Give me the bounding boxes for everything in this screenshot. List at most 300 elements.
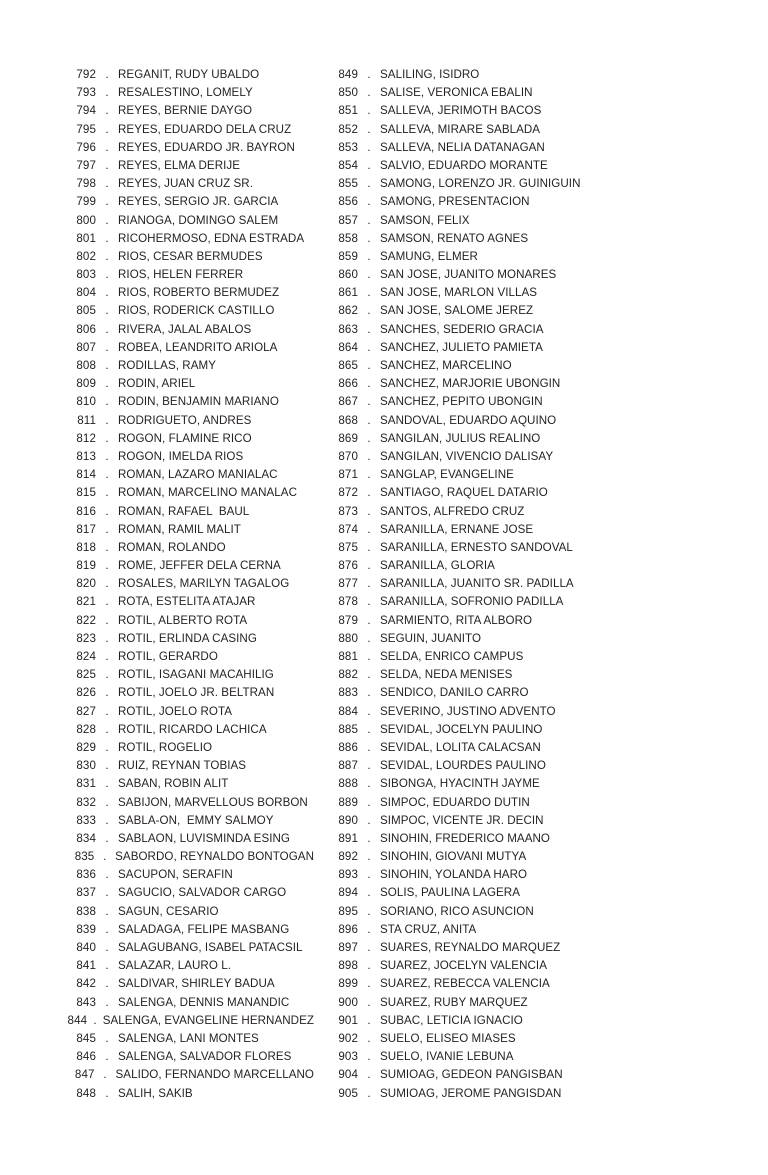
entry-number: 840 bbox=[76, 941, 96, 954]
entry-name: SALADAGA, FELIPE MASBANG bbox=[118, 922, 290, 936]
entry-name: SALLEVA, MIRARE SABLADA bbox=[380, 122, 541, 136]
entry-name: ROTIL, RICARDO LACHICA bbox=[118, 722, 267, 736]
entry-separator: . bbox=[105, 759, 109, 773]
roster-entry-row bbox=[66, 102, 314, 120]
entry-number: 893 bbox=[338, 868, 358, 882]
entry-name: SARANILLA, JUANITO SR. PADILLA bbox=[380, 577, 574, 591]
entry-separator: . bbox=[103, 1068, 107, 1082]
entry-name: SEVIDAL, LOLITA CALACSAN bbox=[380, 740, 541, 754]
roster-entry-row bbox=[66, 939, 314, 957]
entry-name: RIOS, HELEN FERRER bbox=[118, 268, 244, 282]
roster-entry-row bbox=[328, 503, 768, 521]
entry-name: SANTOS, ALFREDO CRUZ bbox=[380, 504, 525, 518]
entry-name: SANGILAN, JULIUS REALINO bbox=[380, 431, 541, 445]
entry-number: 837 bbox=[76, 886, 96, 900]
entry-name: SEVIDAL, JOCELYN PAULINO bbox=[380, 722, 543, 736]
entry-name: SARANILLA, SOFRONIO PADILLA bbox=[380, 595, 564, 609]
entry-name: RIANOGA, DOMINGO SALEM bbox=[118, 213, 279, 227]
entry-separator: . bbox=[105, 195, 109, 209]
roster-entry-row bbox=[328, 521, 768, 539]
entry-number: 824 bbox=[76, 650, 96, 663]
entry-number: 814 bbox=[76, 468, 96, 482]
entry-separator: . bbox=[105, 322, 109, 336]
entry-name: ROMAN, MARCELINO MANALAC bbox=[118, 486, 297, 500]
roster-entry-row bbox=[328, 957, 768, 975]
entry-name: SENDICO, DANILO CARRO bbox=[380, 686, 529, 700]
entry-number: 812 bbox=[76, 431, 96, 445]
roster-entry-row bbox=[66, 248, 314, 266]
entry-separator: . bbox=[105, 449, 109, 463]
roster-entry-row bbox=[66, 193, 314, 211]
entry-name: SOLIS, PAULINA LAGERA bbox=[380, 886, 521, 900]
roster-entry-row bbox=[328, 757, 768, 775]
entry-number: 811 bbox=[77, 413, 96, 427]
roster-entry-row bbox=[328, 1030, 768, 1048]
entry-number: 804 bbox=[76, 286, 96, 300]
entry-name: SANCHEZ, PEPITO UBONGIN bbox=[380, 395, 543, 409]
entry-name: ROTA, ESTELITA ATAJAR bbox=[118, 595, 256, 609]
entry-separator: . bbox=[105, 559, 109, 573]
entry-separator: . bbox=[367, 740, 371, 754]
entry-name: RICOHERMOSO, EDNA ESTRADA bbox=[118, 231, 305, 245]
entry-separator: . bbox=[105, 213, 109, 227]
roster-entry-row bbox=[66, 648, 314, 666]
entry-number: 881 bbox=[338, 650, 358, 663]
entry-separator: . bbox=[105, 249, 109, 263]
entry-name: SABLAON, LUVISMINDA ESING bbox=[118, 831, 290, 845]
entry-name: SUBAC, LETICIA IGNACIO bbox=[380, 1013, 523, 1027]
roster-entry-row bbox=[66, 466, 314, 484]
roster-entry-row bbox=[66, 321, 314, 339]
entry-separator: . bbox=[105, 1050, 109, 1064]
entry-name: SALIH, SAKIB bbox=[118, 1086, 193, 1100]
entry-separator: . bbox=[367, 613, 371, 627]
roster-entry-row bbox=[66, 975, 314, 993]
roster-entry-row bbox=[328, 884, 768, 902]
entry-separator: . bbox=[105, 1031, 109, 1045]
entry-name: ROME, JEFFER DELA CERNA bbox=[118, 559, 281, 573]
roster-entry-row bbox=[328, 648, 768, 666]
entry-number: 826 bbox=[76, 686, 96, 700]
entry-separator: . bbox=[367, 1086, 371, 1100]
entry-number: 901 bbox=[338, 1013, 358, 1027]
roster-entry-row bbox=[328, 66, 768, 84]
roster-entry-row bbox=[66, 1048, 314, 1066]
roster-entry-row bbox=[328, 339, 768, 357]
entry-name: SINOHIN, GIOVANI MUTYA bbox=[380, 850, 527, 864]
entry-name: SALVIO, EDUARDO MORANTE bbox=[380, 158, 548, 172]
entry-number: 842 bbox=[76, 977, 96, 991]
entry-name: ROTIL, ERLINDA CASING bbox=[118, 631, 257, 645]
entry-number: 833 bbox=[76, 813, 96, 827]
roster-entry-row bbox=[66, 921, 314, 939]
roster-entry-row bbox=[66, 1030, 314, 1048]
entry-separator: . bbox=[367, 340, 371, 354]
roster-entry-row bbox=[66, 84, 314, 102]
entry-separator: . bbox=[105, 904, 109, 918]
entry-name: ROTIL, JOELO JR. BELTRAN bbox=[118, 686, 275, 700]
entry-name: SALLEVA, NELIA DATANAGAN bbox=[380, 140, 545, 154]
entry-name: SAN JOSE, JUANITO MONARES bbox=[380, 268, 557, 282]
entry-name: REYES, JUAN CRUZ SR. bbox=[118, 177, 253, 191]
roster-entry-row bbox=[328, 284, 768, 302]
roster-entry-row bbox=[328, 539, 768, 557]
roster-entry-row bbox=[328, 121, 768, 139]
entry-separator: . bbox=[367, 722, 371, 736]
roster-entry-row bbox=[328, 994, 768, 1012]
entry-name: SACUPON, SERAFIN bbox=[118, 868, 233, 882]
entry-number: 904 bbox=[338, 1068, 358, 1082]
roster-entry-row bbox=[328, 102, 768, 120]
entry-separator: . bbox=[105, 740, 109, 754]
entry-separator: . bbox=[367, 359, 371, 372]
entry-separator: . bbox=[367, 231, 371, 245]
entry-number: 880 bbox=[338, 631, 358, 645]
roster-entry-row bbox=[328, 484, 768, 502]
entry-name: RIOS, CESAR BERMUDES bbox=[118, 249, 263, 263]
entry-number: 894 bbox=[338, 886, 358, 900]
entry-name: SABIJON, MARVELLOUS BORBON bbox=[118, 795, 308, 809]
entry-name: SEVERINO, JUSTINO ADVENTO bbox=[380, 704, 556, 718]
entry-name: RODIN, BENJAMIN MARIANO bbox=[118, 395, 279, 409]
entry-number: 868 bbox=[338, 413, 358, 427]
entry-separator: . bbox=[367, 559, 371, 573]
entry-separator: . bbox=[367, 813, 371, 827]
roster-entry-row bbox=[328, 921, 768, 939]
roster-entry-row bbox=[328, 393, 768, 411]
entry-name: SUELO, ELISEO MIASES bbox=[380, 1031, 516, 1045]
roster-entry-row bbox=[328, 721, 768, 739]
entry-separator: . bbox=[367, 850, 371, 864]
roster-entry-row bbox=[66, 1012, 314, 1030]
entry-separator: . bbox=[367, 431, 371, 445]
entry-number: 865 bbox=[338, 359, 358, 372]
roster-entry-row bbox=[328, 193, 768, 211]
roster-entry-row bbox=[66, 957, 314, 975]
entry-number: 859 bbox=[338, 249, 358, 263]
entry-number: 878 bbox=[338, 595, 358, 609]
entry-name: RUIZ, REYNAN TOBIAS bbox=[118, 759, 247, 773]
entry-separator: . bbox=[105, 922, 109, 936]
roster-entry-row bbox=[66, 903, 314, 921]
entry-separator: . bbox=[105, 504, 109, 518]
roster-entry-row bbox=[66, 1085, 314, 1103]
entry-number: 836 bbox=[76, 868, 96, 882]
entry-number: 819 bbox=[76, 559, 96, 573]
roster-entry-row bbox=[328, 630, 768, 648]
roster-entry-row bbox=[328, 666, 768, 684]
entry-separator: . bbox=[367, 577, 371, 591]
entry-name: SANGILAN, VIVENCIO DALISAY bbox=[380, 449, 554, 463]
entry-name: SINOHIN, FREDERICO MAANO bbox=[380, 831, 550, 845]
entry-separator: . bbox=[367, 177, 371, 191]
roster-entry-row bbox=[66, 212, 314, 230]
entry-separator: . bbox=[105, 631, 109, 645]
entry-separator: . bbox=[367, 831, 371, 845]
roster-entry-row bbox=[66, 703, 314, 721]
entry-number: 898 bbox=[338, 959, 358, 973]
roster-entry-row bbox=[66, 884, 314, 902]
entry-number: 818 bbox=[76, 540, 96, 554]
entry-separator: . bbox=[367, 595, 371, 609]
entry-name: SABAN, ROBIN ALIT bbox=[118, 777, 229, 791]
entry-name: SALENGA, EVANGELINE HERNANDEZ bbox=[102, 1013, 314, 1027]
entry-name: ROBEA, LEANDRITO ARIOLA bbox=[118, 340, 278, 354]
entry-separator: . bbox=[367, 686, 371, 700]
entry-name: SAMONG, PRESENTACION bbox=[380, 195, 530, 209]
entry-name: SAN JOSE, SALOME JEREZ bbox=[380, 304, 534, 318]
entry-number: 835 bbox=[74, 850, 95, 864]
roster-entry-row bbox=[66, 739, 314, 757]
entry-number: 813 bbox=[76, 449, 96, 463]
entry-separator: . bbox=[105, 395, 109, 409]
entry-number: 828 bbox=[76, 722, 96, 736]
roster-entry-row bbox=[328, 794, 768, 812]
entry-name: SUAREZ, JOCELYN VALENCIA bbox=[380, 959, 547, 973]
entry-separator: . bbox=[105, 86, 109, 100]
entry-name: REYES, SERGIO JR. GARCIA bbox=[118, 195, 279, 209]
roster-entry-row bbox=[328, 466, 768, 484]
roster-entry-row bbox=[66, 612, 314, 630]
entry-separator: . bbox=[367, 140, 371, 154]
roster-entry-row bbox=[66, 593, 314, 611]
entry-separator: . bbox=[105, 595, 109, 609]
entry-name: SUMIOAG, GEDEON PANGISBAN bbox=[380, 1068, 563, 1082]
roster-entry-row bbox=[328, 903, 768, 921]
entry-separator: . bbox=[367, 540, 371, 554]
entry-name: REYES, EDUARDO DELA CRUZ bbox=[118, 122, 292, 136]
entry-number: 882 bbox=[338, 668, 358, 682]
roster-entry-row bbox=[66, 448, 314, 466]
entry-number: 857 bbox=[338, 213, 358, 227]
entry-separator: . bbox=[105, 231, 109, 245]
entry-number: 825 bbox=[76, 668, 96, 682]
entry-number: 903 bbox=[338, 1050, 358, 1064]
entry-name: RODRIGUETO, ANDRES bbox=[118, 413, 252, 427]
entry-name: SUAREZ, REBECCA VALENCIA bbox=[380, 977, 550, 991]
entry-number: 858 bbox=[338, 231, 358, 245]
entry-number: 867 bbox=[338, 395, 358, 409]
entry-number: 873 bbox=[338, 504, 358, 518]
roster-column-left bbox=[0, 66, 314, 1103]
entry-separator: . bbox=[367, 904, 371, 918]
roster-entry-row bbox=[328, 357, 768, 375]
roster-entry-row bbox=[328, 830, 768, 848]
roster-entry-row bbox=[328, 1066, 768, 1084]
roster-entry-row bbox=[328, 593, 768, 611]
entry-separator: . bbox=[105, 704, 109, 718]
entry-name: ROMAN, LAZARO MANIALAC bbox=[118, 468, 278, 482]
entry-number: 839 bbox=[76, 922, 96, 936]
roster-entry-row bbox=[66, 175, 314, 193]
roster-entry-row bbox=[66, 412, 314, 430]
entry-separator: . bbox=[105, 304, 109, 318]
entry-number: 802 bbox=[76, 249, 96, 263]
entry-number: 845 bbox=[76, 1031, 96, 1045]
entry-separator: . bbox=[367, 413, 371, 427]
entry-number: 879 bbox=[338, 613, 358, 627]
entry-name: SALISE, VERONICA EBALIN bbox=[380, 86, 533, 100]
entry-separator: . bbox=[105, 177, 109, 191]
entry-separator: . bbox=[367, 759, 371, 773]
entry-number: 800 bbox=[76, 213, 96, 227]
entry-name: ROMAN, ROLANDO bbox=[118, 540, 226, 554]
entry-name: SAN JOSE, MARLON VILLAS bbox=[380, 286, 538, 300]
entry-separator: . bbox=[105, 977, 109, 991]
entry-name: SANCHEZ, JULIETO PAMIETA bbox=[380, 340, 543, 354]
entry-separator: . bbox=[105, 941, 109, 954]
entry-number: 851 bbox=[338, 104, 358, 118]
entry-separator: . bbox=[367, 977, 371, 991]
entry-number: 866 bbox=[338, 377, 358, 391]
roster-entry-row bbox=[328, 939, 768, 957]
entry-name: SANTIAGO, RAQUEL DATARIO bbox=[380, 486, 548, 500]
roster-entry-row bbox=[328, 448, 768, 466]
entry-number: 793 bbox=[76, 86, 96, 100]
entry-name: SELDA, NEDA MENISES bbox=[380, 668, 513, 682]
entry-separator: . bbox=[367, 86, 371, 100]
entry-separator: . bbox=[105, 68, 109, 81]
entry-number: 883 bbox=[338, 686, 358, 700]
entry-number: 834 bbox=[76, 831, 96, 845]
entry-separator: . bbox=[367, 922, 371, 936]
entry-number: 798 bbox=[76, 177, 96, 191]
roster-entry-row bbox=[328, 812, 768, 830]
entry-number: 829 bbox=[76, 740, 96, 754]
roster-entry-row bbox=[66, 503, 314, 521]
roster-entry-row bbox=[66, 812, 314, 830]
entry-separator: . bbox=[367, 941, 371, 954]
entry-separator: . bbox=[367, 777, 371, 791]
entry-number: 889 bbox=[338, 795, 358, 809]
entry-separator: . bbox=[367, 249, 371, 263]
entry-separator: . bbox=[105, 268, 109, 282]
entry-separator: . bbox=[367, 449, 371, 463]
entry-number: 872 bbox=[338, 486, 358, 500]
roster-entry-row bbox=[66, 302, 314, 320]
entry-name: SARANILLA, ERNANE JOSE bbox=[380, 522, 534, 536]
entry-separator: . bbox=[105, 122, 109, 136]
entry-name: RESALESTINO, LOMELY bbox=[118, 86, 253, 100]
roster-entry-row bbox=[66, 121, 314, 139]
entry-number: 830 bbox=[76, 759, 96, 773]
entry-number: 895 bbox=[338, 904, 358, 918]
roster-entry-row bbox=[66, 666, 314, 684]
entry-separator: . bbox=[103, 850, 107, 864]
roster-entry-row bbox=[66, 339, 314, 357]
entry-number: 892 bbox=[338, 850, 358, 864]
entry-separator: . bbox=[105, 1086, 109, 1100]
entry-name: SANGLAP, EVANGELINE bbox=[380, 468, 514, 482]
entry-number: 849 bbox=[338, 68, 358, 81]
entry-name: SAMUNG, ELMER bbox=[380, 249, 478, 263]
entry-separator: . bbox=[367, 68, 371, 81]
entry-number: 897 bbox=[338, 941, 358, 954]
roster-entry-row bbox=[328, 739, 768, 757]
entry-number: 801 bbox=[76, 231, 96, 245]
entry-number: 823 bbox=[76, 631, 96, 645]
entry-number: 803 bbox=[76, 268, 96, 282]
roster-entry-row bbox=[66, 66, 314, 84]
entry-separator: . bbox=[105, 650, 109, 663]
entry-number: 854 bbox=[338, 158, 358, 172]
entry-number: 838 bbox=[76, 904, 96, 918]
roster-entry-row bbox=[66, 721, 314, 739]
entry-name: RODIN, ARIEL bbox=[118, 377, 196, 391]
entry-name: RIOS, ROBERTO BERMUDEZ bbox=[118, 286, 280, 300]
roster-entry-row bbox=[66, 684, 314, 702]
entry-name: STA CRUZ, ANITA bbox=[380, 922, 477, 936]
entry-name: SIMPOC, EDUARDO DUTIN bbox=[380, 795, 530, 809]
entry-separator: . bbox=[367, 1068, 371, 1082]
roster-entry-row bbox=[328, 1085, 768, 1103]
entry-separator: . bbox=[367, 1050, 371, 1064]
entry-name: REYES, EDUARDO JR. BAYRON bbox=[118, 140, 295, 154]
entry-separator: . bbox=[367, 213, 371, 227]
entry-name: SALAZAR, LAURO L. bbox=[118, 959, 231, 973]
entry-separator: . bbox=[105, 468, 109, 482]
roster-entry-row bbox=[328, 157, 768, 175]
roster-entry-row bbox=[328, 848, 768, 866]
roster-entry-row bbox=[328, 266, 768, 284]
roster-entry-row bbox=[66, 157, 314, 175]
entry-separator: . bbox=[367, 631, 371, 645]
entry-number: 843 bbox=[76, 995, 96, 1009]
roster-entry-row bbox=[66, 284, 314, 302]
roster-entry-row bbox=[328, 1012, 768, 1030]
roster-entry-row bbox=[66, 539, 314, 557]
entry-name: SALENGA, DENNIS MANANDIC bbox=[118, 995, 290, 1009]
entry-separator: . bbox=[367, 868, 371, 882]
entry-number: 799 bbox=[76, 195, 96, 209]
entry-number: 905 bbox=[338, 1086, 358, 1100]
entry-number: 876 bbox=[338, 559, 358, 573]
roster-entry-row bbox=[66, 484, 314, 502]
entry-number: 877 bbox=[338, 577, 358, 591]
entry-number: 870 bbox=[338, 449, 358, 463]
entry-separator: . bbox=[105, 413, 109, 427]
roster-entry-row bbox=[328, 212, 768, 230]
entry-number: 888 bbox=[338, 777, 358, 791]
entry-separator: . bbox=[105, 540, 109, 554]
entry-name: REYES, ELMA DERIJE bbox=[118, 158, 241, 172]
entry-name: ROTIL, GERARDO bbox=[118, 650, 218, 663]
entry-separator: . bbox=[367, 486, 371, 500]
entry-number: 847 bbox=[74, 1068, 95, 1082]
roster-entry-row bbox=[328, 175, 768, 193]
entry-name: REYES, BERNIE DAYGO bbox=[118, 104, 253, 118]
entry-separator: . bbox=[105, 286, 109, 300]
entry-number: 841 bbox=[76, 959, 96, 973]
entry-separator: . bbox=[105, 795, 109, 809]
entry-number: 831 bbox=[76, 777, 96, 791]
roster-entry-row bbox=[66, 375, 314, 393]
entry-number: 890 bbox=[338, 813, 358, 827]
entry-name: SUARES, REYNALDO MARQUEZ bbox=[380, 941, 561, 954]
entry-number: 863 bbox=[338, 322, 358, 336]
entry-name: SALLEVA, JERIMOTH BACOS bbox=[380, 104, 542, 118]
entry-number: 848 bbox=[76, 1086, 96, 1100]
entry-separator: . bbox=[367, 268, 371, 282]
roster-entry-row bbox=[66, 994, 314, 1012]
entry-name: SIBONGA, HYACINTH JAYME bbox=[380, 777, 540, 791]
entry-separator: . bbox=[367, 504, 371, 518]
entry-number: 796 bbox=[76, 140, 96, 154]
entry-separator: . bbox=[105, 140, 109, 154]
roster-entry-row bbox=[66, 575, 314, 593]
entry-separator: . bbox=[105, 613, 109, 627]
roster-column-right bbox=[314, 66, 768, 1103]
